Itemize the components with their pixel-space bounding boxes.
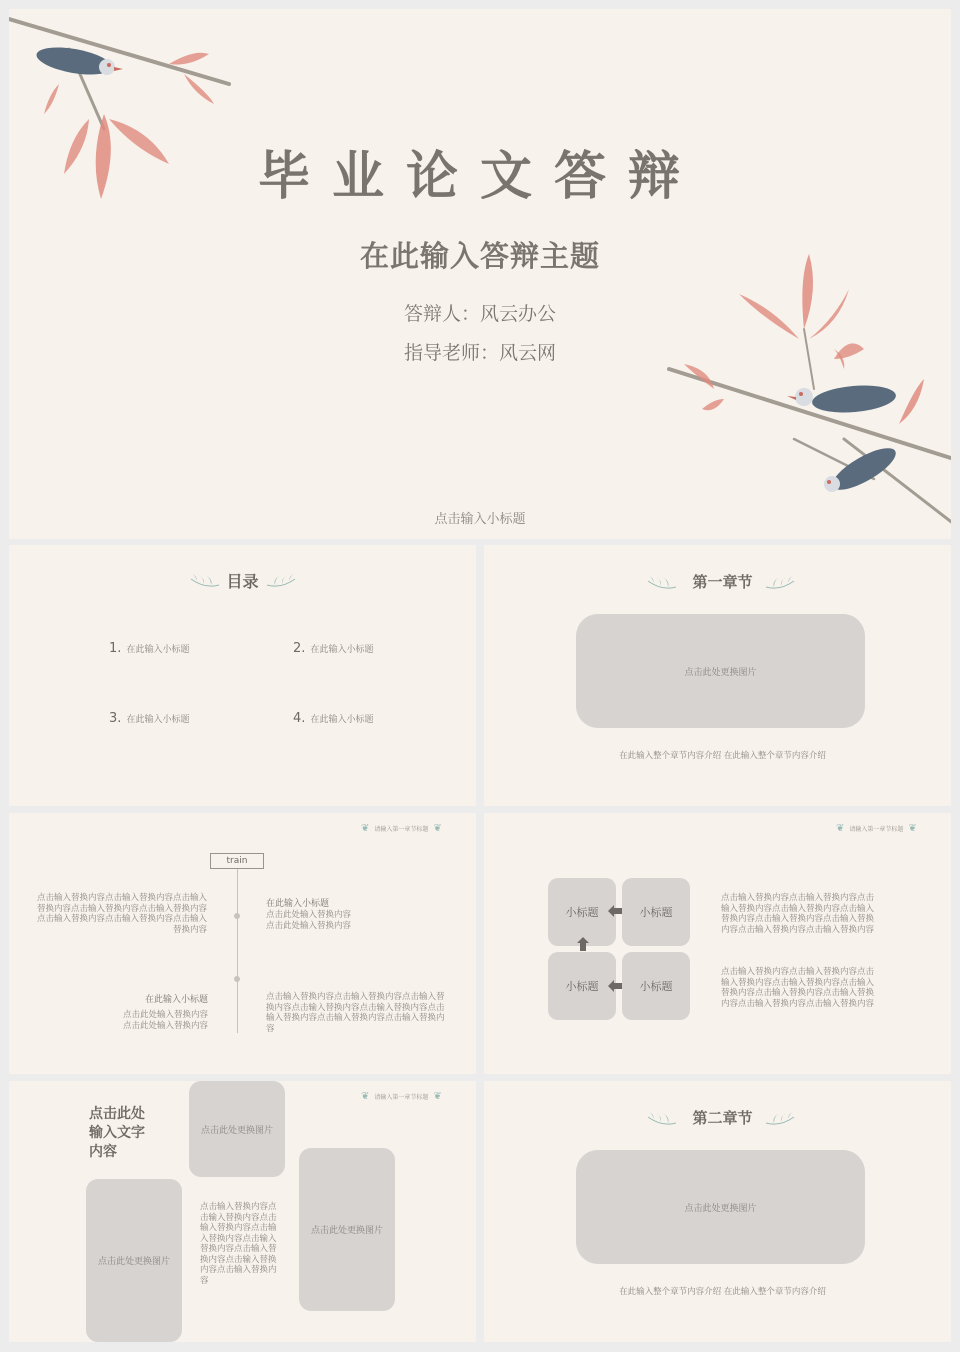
toc-item-2[interactable]: 2. 在此输入小标题 xyxy=(293,641,374,656)
laurel-left-icon: ❦ xyxy=(361,1091,370,1102)
cover-footer-subtitle[interactable]: 点击输入小标题 xyxy=(434,512,526,527)
subtitle-box-1[interactable]: 小标题 xyxy=(548,878,616,946)
toc-item-3[interactable]: 3. 在此输入小标题 xyxy=(109,711,190,726)
cover-subtitle: 在此输入答辩主题 xyxy=(359,239,600,273)
grid-text-bottom: 点击输入替换内容点击输入替换内容点击输入替换内容点击输入替换内容点击输入替换内容点击输入替换内容点击输入替换内容点击输入替换内容点击输入替换内容 xyxy=(721,967,875,1009)
left-top-text: 点击输入替换内容点击输入替换内容点击输入替换内容点击输入替换内容点击输入替换内容点击输入替换内容点击输入替换内容点击输入替换内容 xyxy=(36,893,207,935)
grid-text-top: 点击输入替换内容点击输入替换内容点击输入替换内容点击输入替换内容点击输入替换内容点击输入替换内容点击输入替换内容点击输入替换内容点击输入替换内容 xyxy=(721,893,875,935)
laurel-right-icon xyxy=(764,571,796,593)
laurel-left-icon: ❦ xyxy=(361,823,370,834)
right-bottom-text: 点击输入替换内容点击输入替换内容点击输入替换内容点击输入替换内容点击输入替换内容点击输入替换内容点击输入替换内容点击输入替换内容 xyxy=(266,992,445,1034)
left-bottom-text: 点击此处输入替换内容 点击此处输入替换内容 xyxy=(122,1010,208,1031)
arrow-left-icon xyxy=(608,905,622,917)
laurel-right-icon: ❦ xyxy=(433,823,442,834)
image-slide[interactable] xyxy=(9,1081,476,1342)
grid-slide[interactable] xyxy=(484,813,951,1074)
chapter2-heading: 第二章节 xyxy=(692,1109,753,1127)
laurel-right-icon xyxy=(265,569,297,591)
laurel-right-icon: ❦ xyxy=(908,823,917,834)
laurel-left-icon: ❦ xyxy=(836,823,845,834)
toc-item-1[interactable]: 1. 在此输入小标题 xyxy=(109,641,190,656)
chapter2-image-placeholder[interactable]: 点击此处更换图片 xyxy=(576,1150,865,1264)
train-label-box[interactable]: train xyxy=(210,853,264,869)
image-placeholder-right[interactable]: 点击此处更换图片 xyxy=(299,1148,395,1311)
chapter1-heading: 第一章节 xyxy=(692,573,753,591)
laurel-right-icon xyxy=(764,1107,796,1129)
cover-title: 毕业论文答辩 xyxy=(257,147,702,207)
corner-tag: ❦ 请输入第一章节标题 ❦ xyxy=(836,823,917,834)
right-top-title: 在此输入小标题 xyxy=(266,899,330,909)
toc-slide[interactable] xyxy=(9,545,476,806)
cover-slide[interactable] xyxy=(9,9,951,539)
subtitle-box-2[interactable]: 小标题 xyxy=(622,878,690,946)
chapter1-slide[interactable] xyxy=(484,545,951,806)
image-placeholder-top[interactable]: 点击此处更换图片 xyxy=(189,1081,285,1177)
toc-item-4[interactable]: 4. 在此输入小标题 xyxy=(293,711,374,726)
corner-tag: ❦ 请输入第一章节标题 ❦ xyxy=(361,823,442,834)
subtitle-box-4[interactable]: 小标题 xyxy=(622,952,690,1020)
laurel-right-icon: ❦ xyxy=(433,1091,442,1102)
arrow-up-icon xyxy=(577,937,589,951)
corner-tag: ❦ 请输入第一章节标题 ❦ xyxy=(361,1091,442,1102)
chapter1-image-placeholder[interactable]: 点击此处更换图片 xyxy=(576,614,865,728)
left-bottom-title: 在此输入小标题 xyxy=(144,995,208,1005)
image-slide-text: 点击输入替换内容点击输入替换内容点击输入替换内容点击输入替换内容点击输入替换内容点击输入替换内容点击输入替换内容点击输入替换内容 xyxy=(200,1202,277,1286)
image-placeholder-left[interactable]: 点击此处更换图片 xyxy=(86,1179,182,1342)
timeline-line xyxy=(237,869,238,1033)
image-slide-heading: 点击此处 输入文字 内容 xyxy=(89,1106,145,1160)
timeline-dot xyxy=(234,976,240,982)
arrow-left-icon xyxy=(608,980,622,992)
chapter2-intro: 在此输入整个章节内容介绍 在此输入整个章节内容介绍 xyxy=(619,1287,826,1297)
timeline-dot xyxy=(234,913,240,919)
branch-birds-illustration-right xyxy=(664,239,951,539)
advisor-line: 指导老师：风云网 xyxy=(403,342,556,364)
right-top-text: 点击此处输入替换内容 点击此处输入替换内容 xyxy=(266,910,352,931)
toc-heading: 目录 xyxy=(226,572,259,591)
chapter2-slide[interactable] xyxy=(484,1081,951,1342)
timeline-slide[interactable] xyxy=(9,813,476,1074)
subtitle-box-3[interactable]: 小标题 xyxy=(548,952,616,1020)
presenter-line: 答辩人：风云办公 xyxy=(403,303,556,325)
chapter1-intro: 在此输入整个章节内容介绍 在此输入整个章节内容介绍 xyxy=(619,751,826,761)
